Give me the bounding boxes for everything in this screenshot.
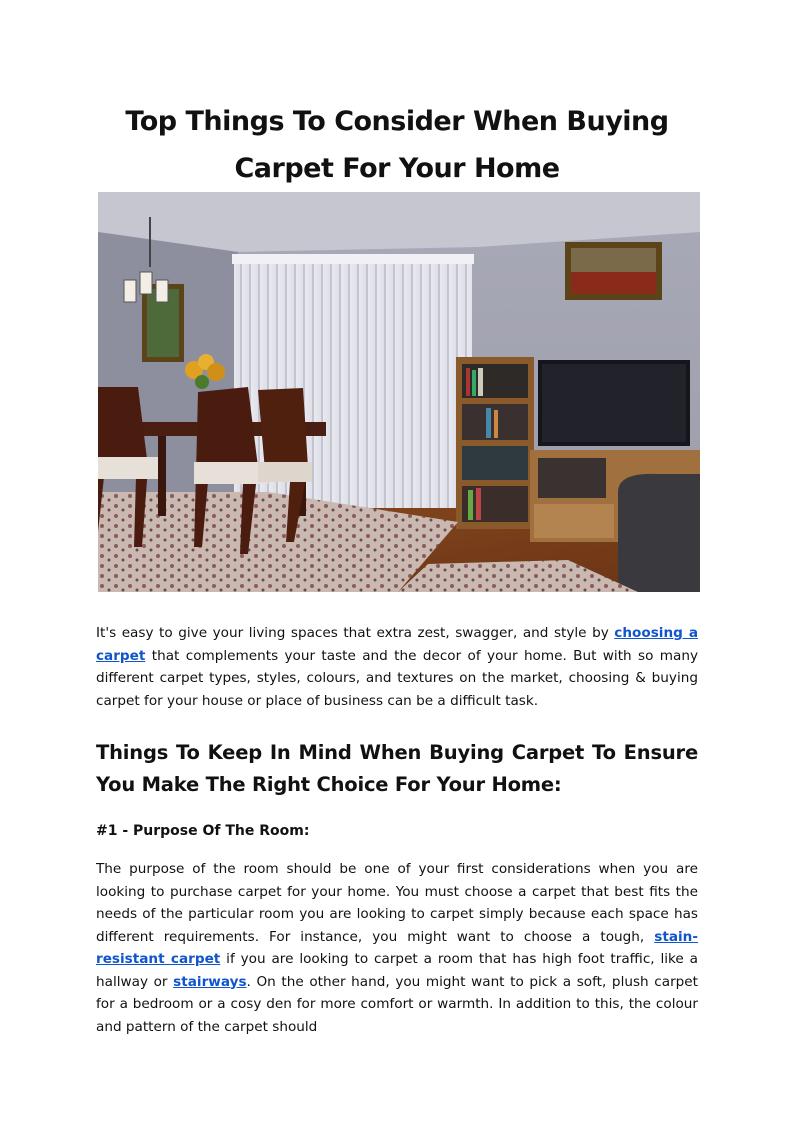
purpose-text-3: . On the other hand, you might want to pick a soft, plush carpet for a bedroom or a cosy den for more comfort or warmth. In addition to this, the colour and pattern of the carpet should bbox=[96, 973, 698, 1035]
title-line-2: Carpet For Your Home bbox=[234, 153, 560, 184]
intro-text-start: It's easy to give your living spaces that extra zest, swagger, and style by bbox=[96, 625, 615, 641]
title-line-1: Top Things To Consider When Buying bbox=[125, 106, 669, 137]
section-heading: Things To Keep In Mind When Buying Carpet To Ensure You Make The Right Choice For Your Home: bbox=[96, 741, 698, 796]
purpose-text-1: The purpose of the room should be one of your first considerations when you are looking to purchase carpet for your home. You must choose a carpet that best fits the needs of the particular room you are looking to carpet simply because each space has different requirements. For instance, you might want to choose a tough, bbox=[96, 861, 698, 945]
purpose-text-2: if you are looking to carpet a room that has high foot traffic, like a hallway or bbox=[96, 951, 699, 990]
subheading-purpose-of-room: #1 - Purpose Of The Room: bbox=[96, 823, 310, 839]
hero-image bbox=[98, 192, 700, 592]
stairways-link[interactable]: stairways bbox=[173, 973, 247, 990]
choosing-a-carpet-link[interactable]: choosing a carpet bbox=[96, 625, 698, 664]
intro-text-end: that complements your taste and the decor of your home. But with so many different carpet types, styles, colours, and textures on the market, choosing & buying carpet for your house or place of business can be a difficult task. bbox=[96, 647, 698, 709]
article-title bbox=[96, 98, 698, 192]
intro-paragraph bbox=[96, 622, 698, 712]
stain-resistant-carpet-link[interactable]: stain-resistant carpet bbox=[96, 928, 698, 967]
room-photo-illustration bbox=[98, 192, 700, 592]
purpose-paragraph bbox=[96, 858, 698, 1038]
